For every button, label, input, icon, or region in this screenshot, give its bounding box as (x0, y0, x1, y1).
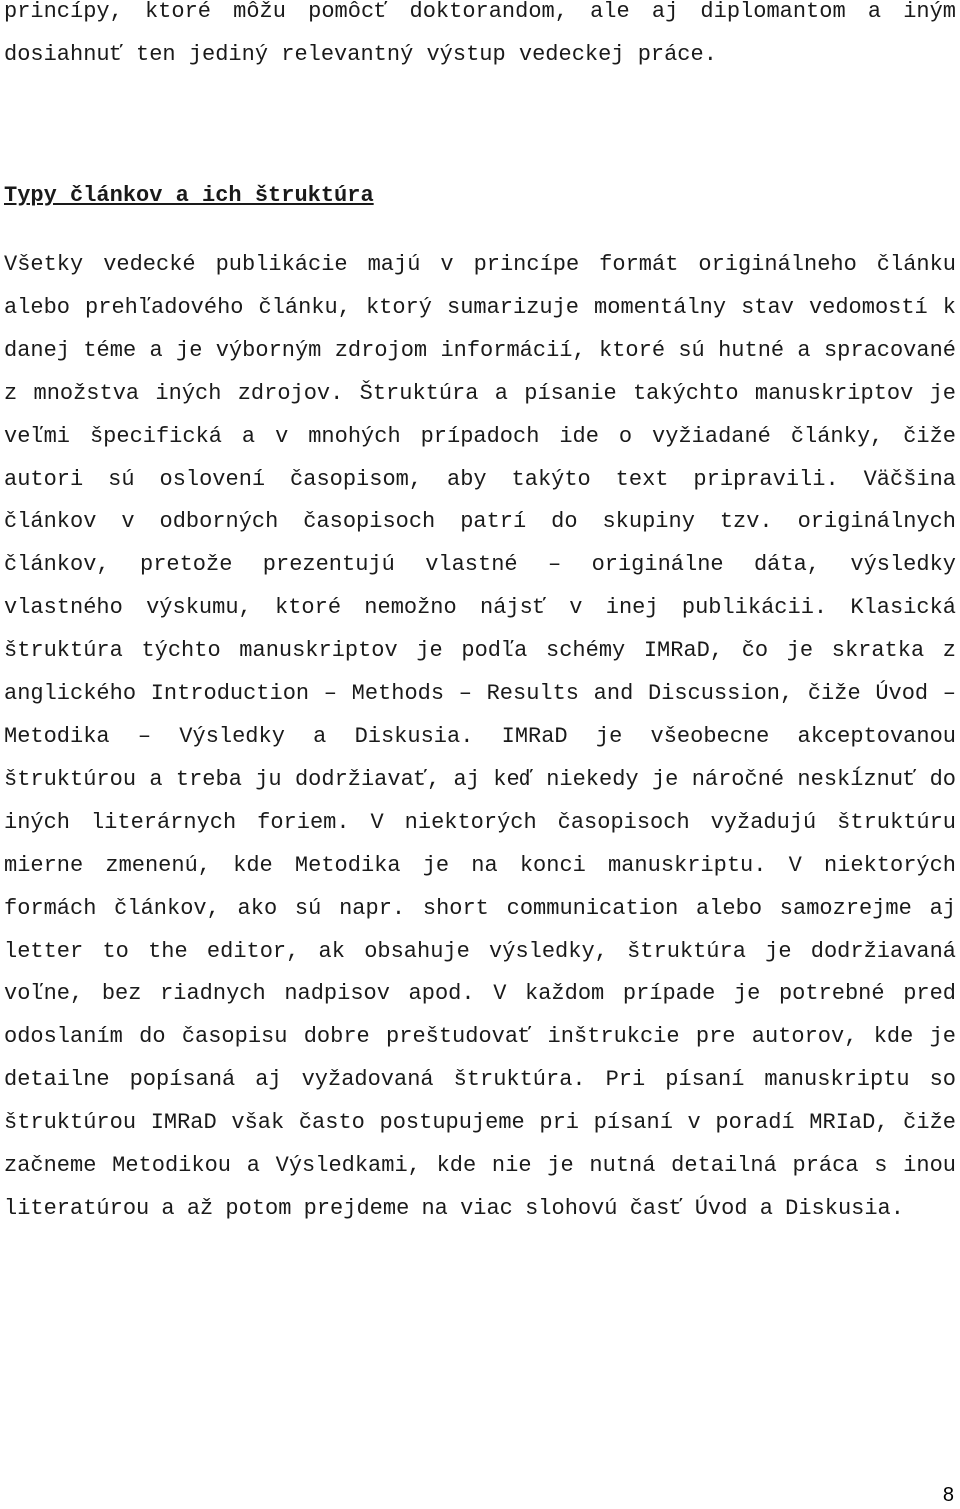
intro-paragraph: princípy, ktoré môžu pomôcť doktorandom, ale aj diplomantom a iným dosiahnuť ten jediný relevantný výstup vedeckej práce. (4, 0, 956, 67)
page-number: 8 (942, 1484, 954, 1506)
section-heading: Typy článkov a ich štruktúra (4, 183, 374, 208)
body-paragraph: Všetky vedecké publikácie majú v princípe formát originálneho článku alebo prehľadového článku, ktorý sumarizuje momentálny stav vedomostí k danej téme a je výborným zdrojom informácií, ktoré sú hutné a spracované z množstva iných zdrojov. Štruktúra a písanie takýchto manuskriptov je veľmi špecifická a v mnohých prípadoch ide o vyžiadané články, čiže autori sú oslovení časopisom, aby takýto text pripravili. Väčšina článkov v odborných časopisoch patrí do skupiny tzv. originálnych článkov, pretože prezentujú vlastné – originálne dáta, výsledky vlastného výskumu, ktoré nemožno nájsť v inej publikácii. Klasická štruktúra týchto manuskriptov je podľa schémy IMRaD, čo je skratka z anglického Introduction – Methods – Results and Discussion, čiže Úvod – Metodika – Výsledky a Diskusia. IMRaD je všeobecne akceptovanou štruktúrou a treba ju dodržiavať, aj keď niekedy je náročné neskĺznuť do iných literárnych foriem. V niektorých časopisoch vyžadujú štruktúru mierne zmenenú, kde Metodika je na konci manuskriptu. V niektorých formách článkov, ako sú napr. short communication alebo samozrejme aj letter to the editor, ak obsahuje výsledky, štruktúra je dodržiavaná voľne, bez riadnych nadpisov apod. V každom prípade je potrebné pred odoslaním do časopisu dobre preštudovať inštrukcie pre autorov, kde je detailne popísaná aj vyžadovaná štruktúra. Pri písaní manuskriptu so štruktúrou IMRaD však často postupujeme pri písaní v poradí MRIaD, čiže začneme Metodikou a Výsledkami, kde nie je nutná detailná práca s inou literatúrou a až potom prejdeme na viac slohovú časť Úvod a Diskusia. (4, 252, 956, 1221)
